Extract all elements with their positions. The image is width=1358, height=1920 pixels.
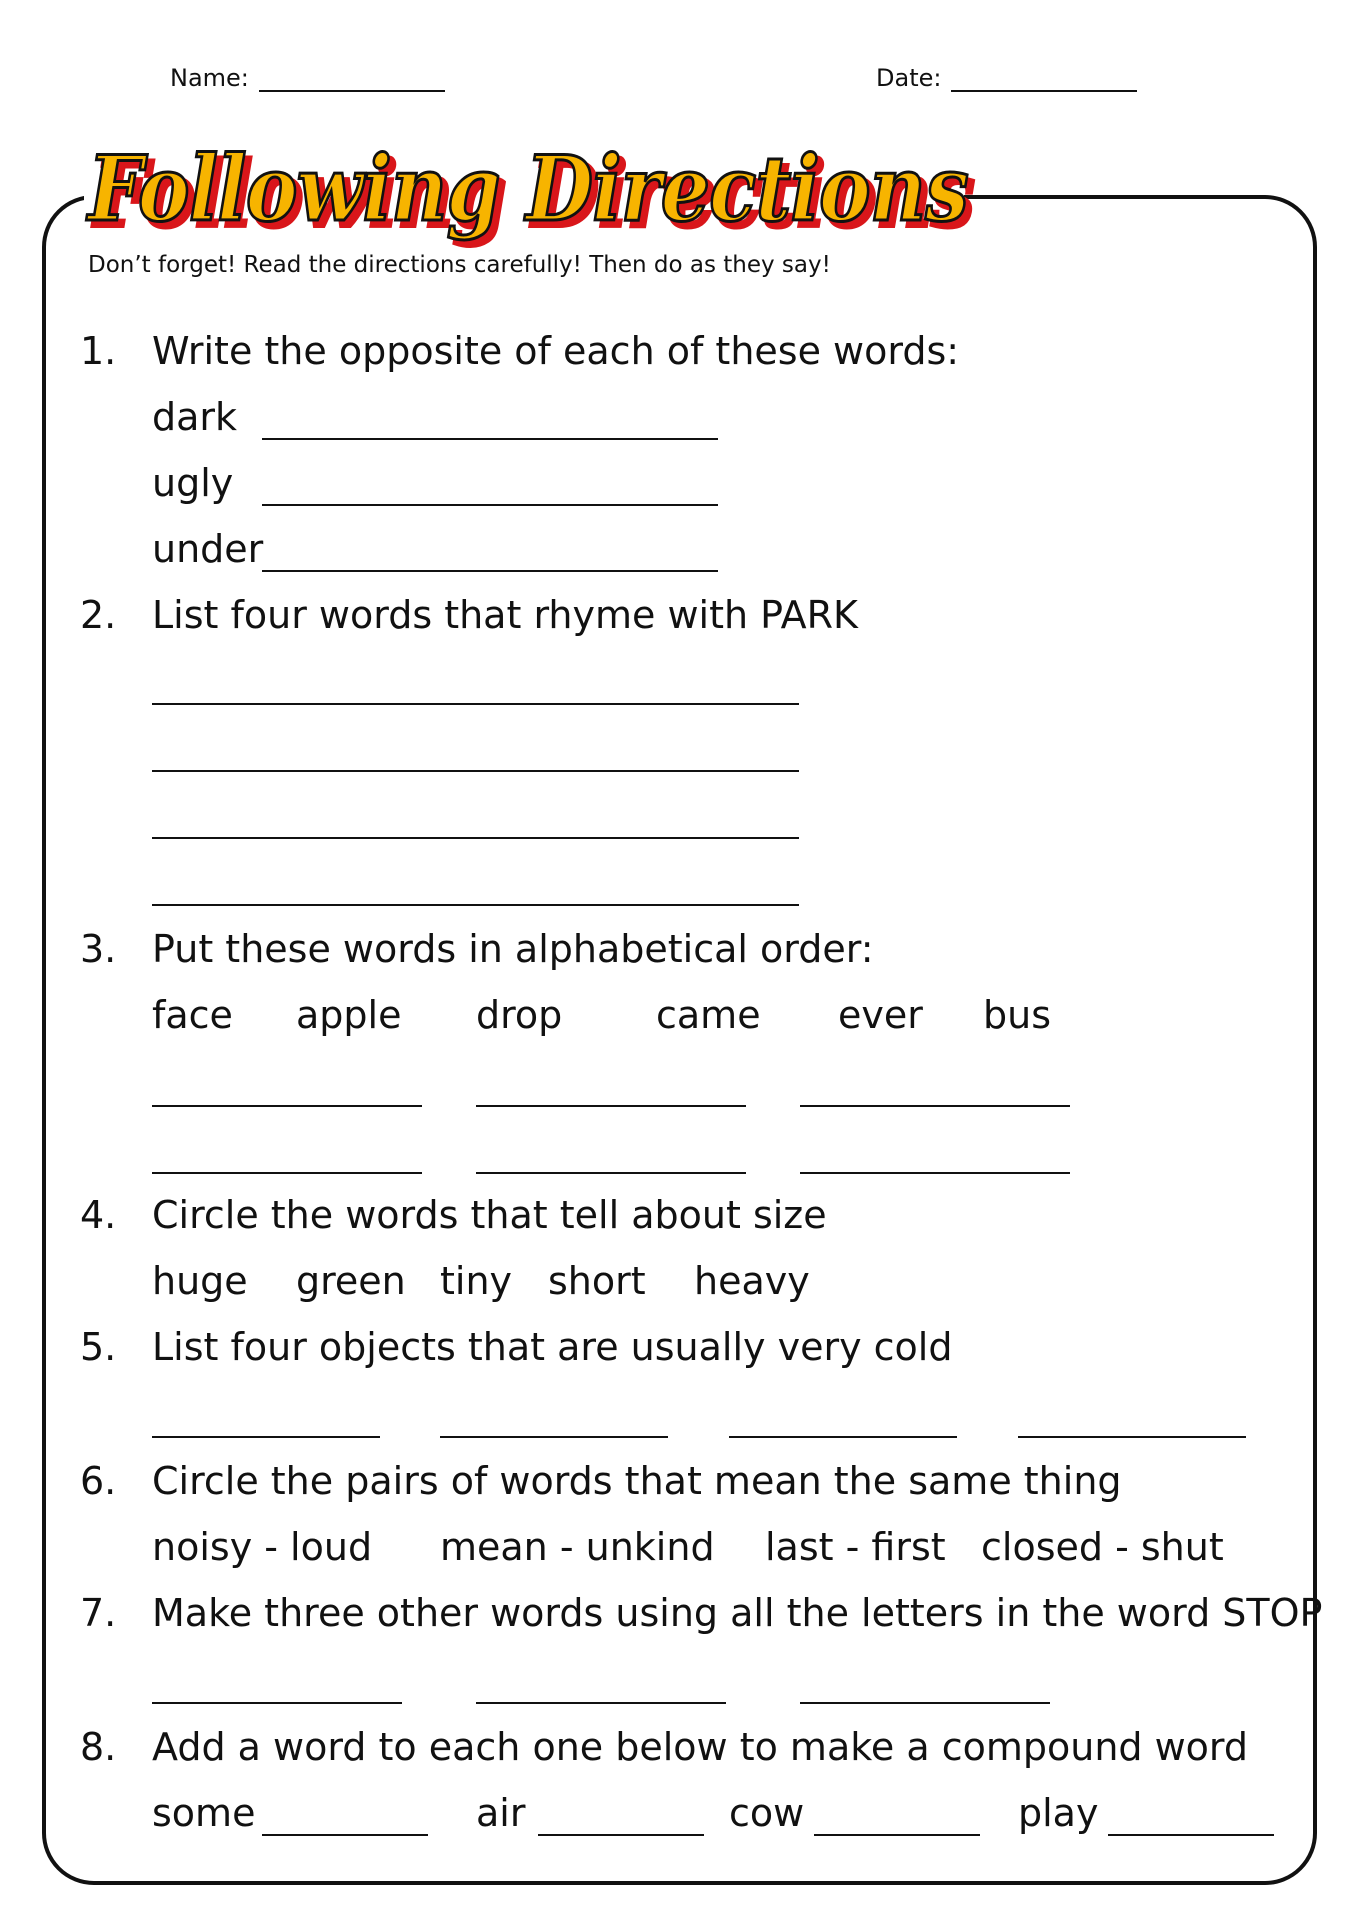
alpha-word: drop — [476, 993, 563, 1037]
question-8 — [80, 1724, 1248, 1770]
date-label: Date: — [876, 64, 942, 92]
worksheet-header — [0, 64, 1358, 100]
answer-line[interactable] — [262, 570, 718, 572]
title-shadow: Following Directions — [91, 142, 974, 248]
alpha-word: face — [152, 993, 233, 1037]
opposite-word: under — [152, 527, 264, 571]
answer-line[interactable] — [800, 1702, 1050, 1704]
answer-line[interactable] — [152, 904, 799, 906]
word-pair[interactable]: closed - shut — [981, 1525, 1224, 1569]
question-3 — [80, 926, 874, 972]
question-6 — [80, 1458, 1122, 1504]
name-blank[interactable] — [259, 64, 445, 92]
opposite-word: ugly — [152, 461, 234, 505]
question-text: Add a word to each one below to make a compound word — [152, 1725, 1249, 1769]
answer-line[interactable] — [814, 1834, 980, 1836]
size-word[interactable]: green — [296, 1259, 406, 1303]
compound-word: air — [476, 1791, 526, 1835]
answer-line[interactable] — [1018, 1436, 1246, 1438]
answer-line[interactable] — [538, 1834, 704, 1836]
compound-word: cow — [729, 1791, 805, 1835]
word-pair[interactable]: last - first — [765, 1525, 946, 1569]
question-2 — [80, 592, 858, 638]
answer-line[interactable] — [476, 1172, 746, 1174]
worksheet-title — [84, 140, 984, 250]
name-label: Name: — [170, 64, 249, 92]
alpha-word: apple — [296, 993, 402, 1037]
alpha-word: bus — [983, 993, 1052, 1037]
answer-line[interactable] — [476, 1105, 746, 1107]
answer-line[interactable] — [152, 1436, 380, 1438]
question-text: List four objects that are usually very cold — [152, 1325, 953, 1369]
answer-line[interactable] — [729, 1436, 957, 1438]
question-number: 7. — [80, 1591, 117, 1635]
subtitle: Don’t forget! Read the directions carefully! Then do as they say! — [88, 252, 831, 278]
answer-line[interactable] — [262, 1834, 428, 1836]
answer-line[interactable] — [800, 1105, 1070, 1107]
question-text: Make three other words using all the letters in the word STOP — [152, 1591, 1323, 1635]
answer-line[interactable] — [152, 1172, 422, 1174]
answer-line[interactable] — [1108, 1834, 1274, 1836]
opposite-word: dark — [152, 395, 238, 439]
title-main: Following Directions — [85, 140, 968, 242]
word-pair[interactable]: noisy - loud — [152, 1525, 373, 1569]
answer-line[interactable] — [476, 1702, 726, 1704]
compound-word: some — [152, 1791, 256, 1835]
question-number: 2. — [80, 593, 117, 637]
question-number: 5. — [80, 1325, 117, 1369]
question-number: 3. — [80, 927, 117, 971]
question-text: Circle the pairs of words that mean the same thing — [152, 1459, 1122, 1503]
alpha-word: ever — [838, 993, 923, 1037]
question-text: Put these words in alphabetical order: — [152, 927, 874, 971]
question-text: Write the opposite of each of these words: — [152, 329, 960, 373]
question-number: 1. — [80, 329, 117, 373]
alpha-word: came — [656, 993, 761, 1037]
answer-line[interactable] — [440, 1436, 668, 1438]
answer-line[interactable] — [152, 1105, 422, 1107]
question-5 — [80, 1324, 953, 1370]
question-text: Circle the words that tell about size — [152, 1193, 827, 1237]
question-7 — [80, 1590, 1322, 1636]
question-text: List four words that rhyme with PARK — [152, 593, 858, 637]
answer-line[interactable] — [262, 504, 718, 506]
compound-word: play — [1018, 1791, 1099, 1835]
size-word[interactable]: short — [548, 1259, 646, 1303]
question-number: 4. — [80, 1193, 117, 1237]
answer-line[interactable] — [262, 438, 718, 440]
answer-line[interactable] — [152, 837, 799, 839]
date-field — [876, 64, 1137, 92]
answer-line[interactable] — [152, 1702, 402, 1704]
answer-line[interactable] — [800, 1172, 1070, 1174]
question-4 — [80, 1192, 827, 1238]
name-field — [170, 64, 445, 92]
answer-line[interactable] — [152, 770, 799, 772]
answer-line[interactable] — [152, 703, 799, 705]
size-word[interactable]: huge — [152, 1259, 248, 1303]
question-1 — [80, 328, 959, 374]
size-word[interactable]: heavy — [694, 1259, 810, 1303]
date-blank[interactable] — [951, 64, 1137, 92]
question-number: 8. — [80, 1725, 117, 1769]
size-word[interactable]: tiny — [440, 1259, 513, 1303]
question-number: 6. — [80, 1459, 117, 1503]
word-pair[interactable]: mean - unkind — [440, 1525, 715, 1569]
